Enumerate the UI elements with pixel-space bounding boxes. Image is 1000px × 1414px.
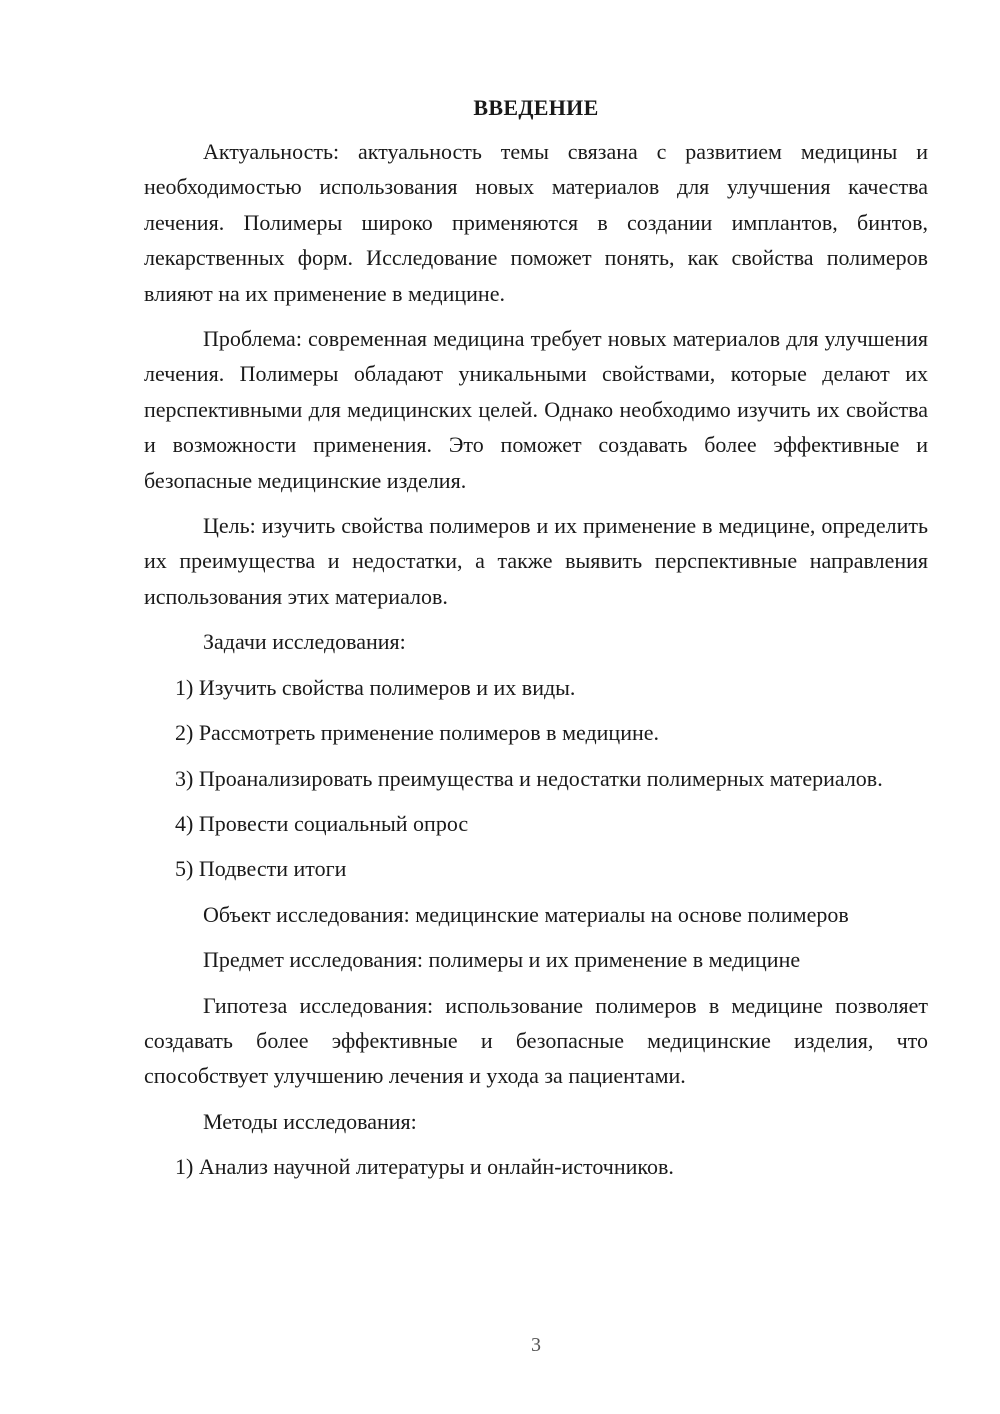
- task-item: 2) Рассмотреть применение полимеров в медицине.: [175, 720, 660, 746]
- paragraph-goal: Цель: изучить свойства полимеров и их применение в медицине, определить их преимущества и недостатки, а также выявить перспективные направления использования этих материалов.: [144, 513, 928, 609]
- paragraph-tasks-heading: Задачи исследования:: [203, 629, 406, 655]
- paragraph-subject: Предмет исследования: полимеры и их применение в медицине: [203, 947, 801, 973]
- section-title: ВВЕДЕНИЕ: [473, 95, 599, 120]
- paragraph-methods-heading: Методы исследования:: [203, 1108, 417, 1134]
- paragraph-problem: Проблема: современная медицина требует новых материалов для улучшения лечения. Полимеры обладают уникальными свойствами, которые делают их перспективными для медицинских целей. Однако необходимо изучить их свойства и возможности применения. Это поможет создавать более эффективные и безопасные медицинские изделия.: [144, 326, 928, 493]
- task-item: 1) Изучить свойства полимеров и их виды.: [175, 674, 576, 700]
- paragraph-relevance: Актуальность: актуальность темы связана с развитием медицины и необходимостью использования новых материалов для улучшения качества лечения. Полимеры широко применяются в создании имплантов, бинтов, лекарственных форм. Исследование поможет понять, как свойства полимеров влияют на их применение в медицине.: [144, 139, 928, 306]
- paragraph-hypothesis: Гипотеза исследования: использование полимеров в медицине позволяет создавать более эффективные и безопасные медицинские изделия, что способствует улучшению лечения и ухода за пациентами.: [144, 992, 928, 1089]
- task-item: 3) Проанализировать преимущества и недостатки полимерных материалов.: [175, 765, 883, 791]
- paragraph-object: Объект исследования: медицинские материалы на основе полимеров: [203, 901, 849, 927]
- task-item: 5) Подвести итоги: [175, 856, 347, 882]
- task-item: 4) Провести социальный опрос: [175, 810, 469, 836]
- page-number: 3: [531, 1334, 541, 1356]
- document-page: [144, 92, 928, 1195]
- method-item: 1) Анализ научной литературы и онлайн-источников.: [175, 1154, 674, 1180]
